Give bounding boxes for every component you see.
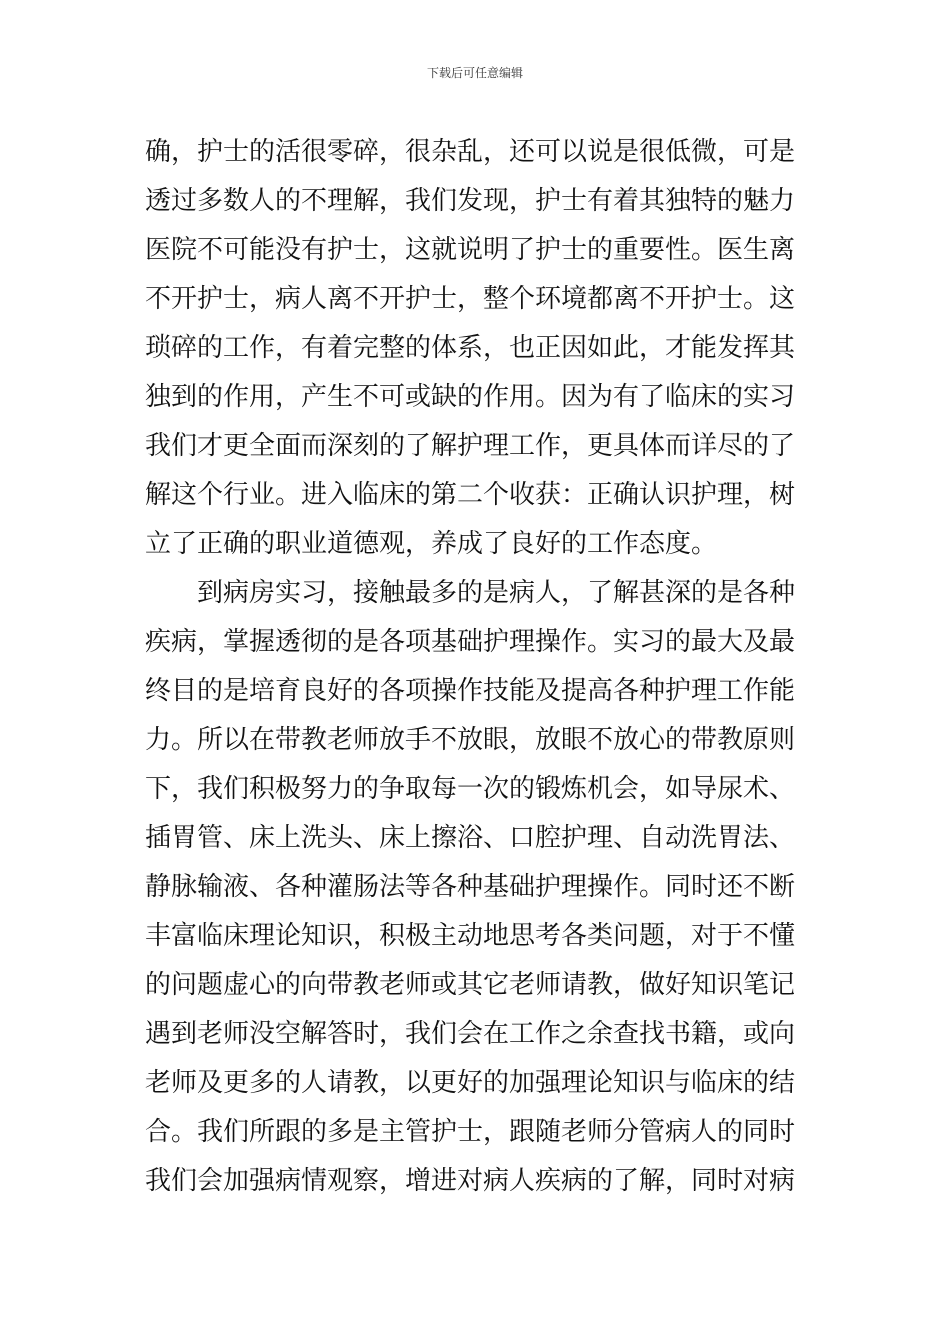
text-line: 不开护士，病人离不开护士，整个环境都离不开护士。这 [145,284,796,314]
text-line: 医院不可能没有护士，这就说明了护士的重要性。医生离 [145,235,796,265]
text-line: 疾病，掌握透彻的是各项基础护理操作。实习的最大及最 [145,627,796,657]
text-line: 力。所以在带教老师放手不放眼，放眼不放心的带教原则 [145,725,796,755]
text-line: 独到的作用，产生不可或缺的作用。因为有了临床的实习 [145,382,796,412]
page-header: 下载后可任意编辑 [426,66,523,80]
text-line: 丰富临床理论知识，积极主动地思考各类问题，对于不懂 [145,921,796,951]
text-line: 插胃管、床上洗头、床上擦浴、口腔护理、自动洗胃法、 [145,823,796,853]
text-line: 静脉输液、各种灌肠法等各种基础护理操作。同时还不断 [145,872,796,902]
text-line: 合。我们所跟的多是主管护士，跟随老师分管病人的同时 [145,1117,796,1147]
text-line: 透过多数人的不理解，我们发现，护士有着其独特的魅力 [145,186,796,216]
text-line: 我们会加强病情观察，增进对病人疾病的了解，同时对病 [145,1166,796,1196]
text-line: 老师及更多的人请教，以更好的加强理论知识与临床的结 [145,1068,796,1098]
text-line: 琐碎的工作，有着完整的体系，也正因如此，才能发挥其 [145,333,796,363]
text-line: 终目的是培育良好的各项操作技能及提高各种护理工作能 [145,676,796,706]
text-line: 遇到老师没空解答时，我们会在工作之余查找书籍，或向 [145,1019,796,1049]
text-line: 解这个行业。进入临床的第二个收获：正确认识护理，树 [145,480,796,510]
text-line: 立了正确的职业道德观，养成了良好的工作态度。 [145,529,718,559]
paragraph-start-line: 到病房实习，接触最多的是病人，了解甚深的是各种 [197,578,796,608]
text-line: 我们才更全面而深刻的了解护理工作，更具体而详尽的了 [145,431,796,461]
body-text [145,128,815,1206]
text-line: 的问题虚心的向带教老师或其它老师请教，做好知识笔记 [145,970,796,1000]
text-line: 确，护士的活很零碎，很杂乱，还可以说是很低微，可是 [145,137,796,167]
text-line: 下，我们积极努力的争取每一次的锻炼机会，如导尿术、 [145,774,796,804]
